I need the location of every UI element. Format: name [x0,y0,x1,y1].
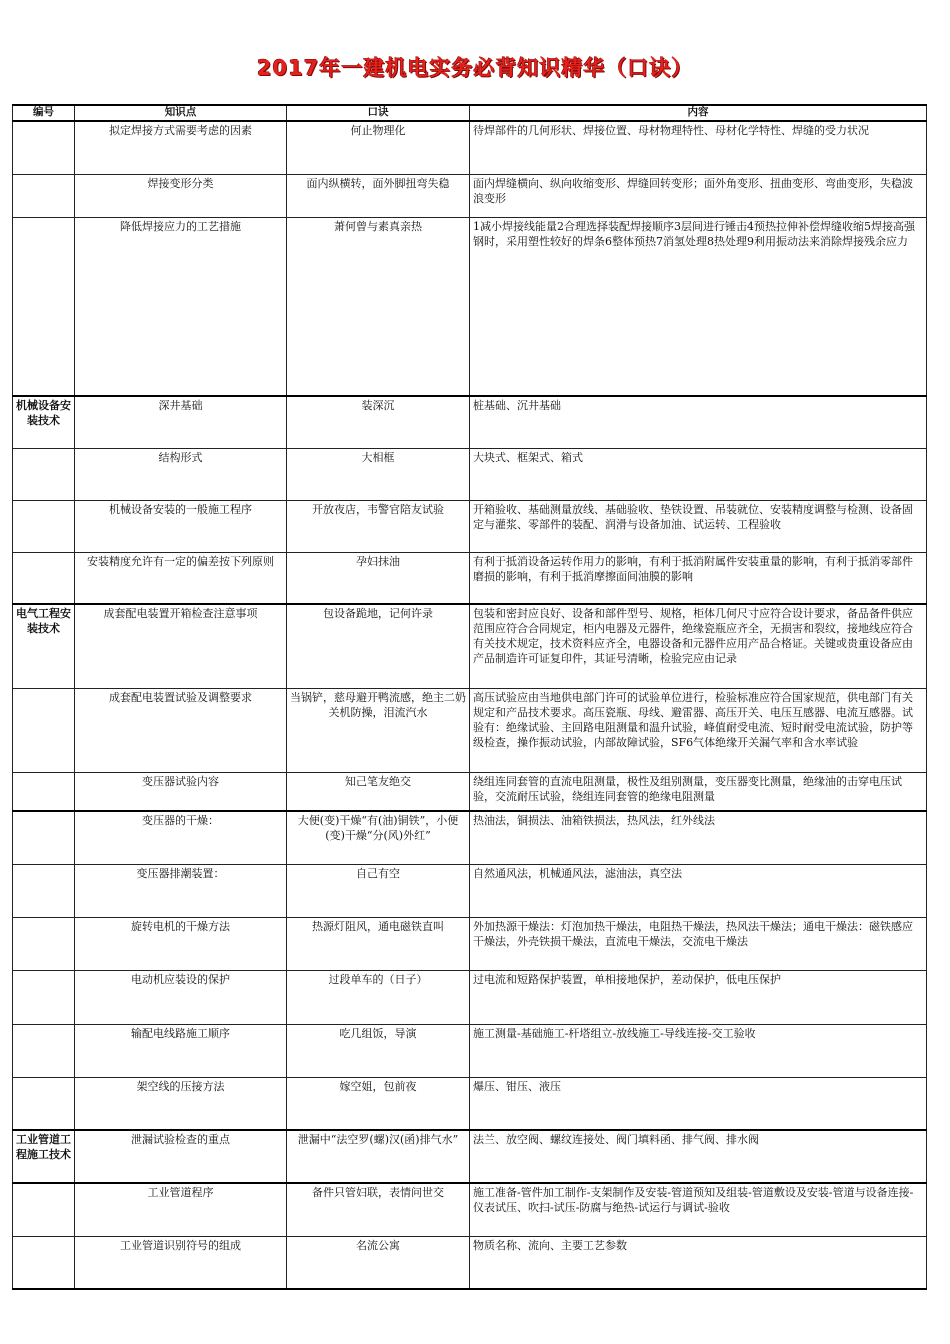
category-cell [13,500,75,552]
topic-cell: 安装精度允许有一定的偏差按下列原则 [75,552,287,604]
table-row [13,811,927,864]
content-cell: 大块式、框架式、箱式 [470,448,927,500]
category-cell [13,217,75,396]
content-cell: 1减小焊接线能量2合理选择装配焊接顺序3层间进行锤击4预热拉伸补偿焊缝收缩5焊接高强钢时，采用塑性较好的焊条6整体预热7消氢处理8热处理9利用振动法来消除焊接残余应力 [470,217,927,396]
header-mnemonic: 口诀 [287,105,470,121]
topic-cell: 工业管道识别符号的组成 [75,1236,287,1289]
table-row [13,500,927,552]
mnemonic-cell: 大便(变)干燥“有(油)铜铁”，小便(变)干燥“分(风)外红” [287,811,470,864]
topic-cell: 降低焊接应力的工艺措施 [75,217,287,396]
table-row [13,688,927,772]
mnemonic-cell: 装深沉 [287,396,470,448]
page-title: 2017年一建机电实务必背知识精华（口诀） [256,56,694,80]
table-row [13,1024,927,1077]
table-row [13,1130,927,1183]
mnemonic-cell: 吃几组饭，导演 [287,1024,470,1077]
content-cell: 包装和密封应良好、设备和部件型号、规格，柜体几何尺寸应符合设计要求，备品备件供应范围应符合合同规定，柜内电器及元器件，绝缘瓷瓶应齐全，无损害和裂纹，接地线应符合有关技术规定，技术资料应齐全，电器设备和元器件应用产品合格证。关键或贵重设备应由产品制造许可证复印件，其证号清晰，检验完应由记录 [470,604,927,688]
category-cell: 机械设备安装技术 [13,396,75,448]
content-cell: 自然通风法，机械通风法，滤油法，真空法 [470,864,927,917]
category-cell [13,811,75,864]
topic-cell: 变压器的干燥： [75,811,287,864]
topic-cell: 变压器试验内容 [75,772,287,811]
table-row [13,217,927,396]
mnemonic-cell: 过段单车的（日子） [287,970,470,1024]
topic-cell: 拟定焊接方式需要考虑的因素 [75,121,287,174]
mnemonic-cell: 自己有空 [287,864,470,917]
topic-cell: 架空线的压接方法 [75,1077,287,1130]
topic-cell: 旋转电机的干燥方法 [75,917,287,970]
header-num: 编号 [13,105,75,121]
knowledge-table [12,104,927,1290]
topic-cell: 电动机应装设的保护 [75,970,287,1024]
mnemonic-cell: 名流公寓 [287,1236,470,1289]
content-cell: 面内焊缝横向、纵向收缩变形、焊缝回转变形；面外角变形、扭曲变形、弯曲变形，失稳波浪变形 [470,174,927,217]
topic-cell: 泄漏试验检查的重点 [75,1130,287,1183]
content-cell: 施工准备-管件加工制作-支架制作及安装-管道预知及组装-管道敷设及安装-管道与设备连接-仪表试压、吹扫-试压-防腐与绝热-试运行与调试-验收 [470,1183,927,1236]
category-cell [13,688,75,772]
header-content: 内容 [470,105,927,121]
table-row [13,864,927,917]
topic-cell: 成套配电装置开箱检查注意事项 [75,604,287,688]
content-cell: 桩基础、沉井基础 [470,396,927,448]
content-cell: 高压试验应由当地供电部门许可的试验单位进行，检验标准应符合国家规范，供电部门有关规定和产品技术要求。高压瓷瓶、母线、避雷器、高压开关、电压互感器、电流互感器。试验有：绝缘试验、主回路电阻测量和温升试验，峰值耐受电流、短时耐受电流试验，防护等级检查，操作振动试验，内部故障试验，SF6气体绝缘开关漏气率和含水率试验 [470,688,927,772]
category-cell [13,864,75,917]
mnemonic-cell: 嫁空姐，包前夜 [287,1077,470,1130]
mnemonic-cell: 泄漏中“法空罗(螺)汉(函)排气水” [287,1130,470,1183]
content-cell: 热油法，铜损法、油箱铁损法，热风法，红外线法 [470,811,927,864]
category-cell [13,772,75,811]
category-cell [13,1024,75,1077]
category-cell [13,448,75,500]
topic-cell: 机械设备安装的一般施工程序 [75,500,287,552]
mnemonic-cell: 热源灯阻风，通电磁铁直叫 [287,917,470,970]
table-row [13,604,927,688]
topic-cell: 输配电线路施工顺序 [75,1024,287,1077]
content-cell: 物质名称、流向、主要工艺参数 [470,1236,927,1289]
category-cell [13,121,75,174]
table-header-row [13,105,927,121]
content-cell: 爆压、钳压、液压 [470,1077,927,1130]
category-cell [13,917,75,970]
content-cell: 有利于抵消设备运转作用力的影响，有利于抵消附属件安装重量的影响，有利于抵消零部件磨损的影响，有利于抵消摩擦面间油膜的影响 [470,552,927,604]
category-cell [13,174,75,217]
mnemonic-cell: 大相框 [287,448,470,500]
content-cell: 外加热源干燥法：灯泡加热干燥法，电阻热干燥法，热风法干燥法；通电干燥法：磁铁感应干燥法，外壳铁损干燥法，直流电干燥法，交流电干燥法 [470,917,927,970]
table-row [13,772,927,811]
table-row [13,448,927,500]
content-cell: 待焊部件的几何形状、焊接位置、母材物理特性、母材化学特性、焊缝的受力状况 [470,121,927,174]
topic-cell: 工业管道程序 [75,1183,287,1236]
mnemonic-cell: 孕妇抹油 [287,552,470,604]
category-cell [13,1077,75,1130]
header-topic: 知识点 [75,105,287,121]
mnemonic-cell: 萧何曾与素真亲热 [287,217,470,396]
content-cell: 绕组连同套管的直流电阻测量，极性及组别测量，变压器变比测量，绝缘油的击穿电压试验，交流耐压试验，绕组连同套管的绝缘电阻测量 [470,772,927,811]
content-cell: 法兰、放空阀、螺纹连接处、阀门填料函、排气阀、排水阀 [470,1130,927,1183]
table-row [13,121,927,174]
table-row [13,917,927,970]
content-cell: 施工测量-基础施工-杆塔组立-放线施工-导线连接-交工验收 [470,1024,927,1077]
table-row [13,552,927,604]
table-row [13,396,927,448]
content-cell: 开箱验收、基础测量放线、基础验收、垫铁设置、吊装就位、安装精度调整与检测、设备固定与灌浆、零部件的装配、润滑与设备加油、试运转、工程验收 [470,500,927,552]
mnemonic-cell: 知己笔友绝交 [287,772,470,811]
mnemonic-cell: 备件只管妇联，表情问世交 [287,1183,470,1236]
topic-cell: 结构形式 [75,448,287,500]
table-row [13,1183,927,1236]
table-row [13,174,927,217]
mnemonic-cell: 开放夜店，韦警官陪友试验 [287,500,470,552]
topic-cell: 焊接变形分类 [75,174,287,217]
table-row [13,1077,927,1130]
topic-cell: 成套配电装置试验及调整要求 [75,688,287,772]
mnemonic-cell: 面内纵横转，面外脚扭弯失稳 [287,174,470,217]
content-cell: 过电流和短路保护装置，单相接地保护，差动保护，低电压保护 [470,970,927,1024]
category-cell: 工业管道工程施工技术 [13,1130,75,1183]
table-row [13,970,927,1024]
mnemonic-cell: 包设备跪地，记何许录 [287,604,470,688]
category-cell: 电气工程安装技术 [13,604,75,688]
category-cell [13,970,75,1024]
topic-cell: 变压器排潮装置： [75,864,287,917]
category-cell [13,1236,75,1289]
table-row [13,1236,927,1289]
topic-cell: 深井基础 [75,396,287,448]
category-cell [13,552,75,604]
category-cell [13,1183,75,1236]
mnemonic-cell: 何止物理化 [287,121,470,174]
mnemonic-cell: 当锅铲，慈母避开鸭流感，绝主二奶关机防操，泪流汽水 [287,688,470,772]
